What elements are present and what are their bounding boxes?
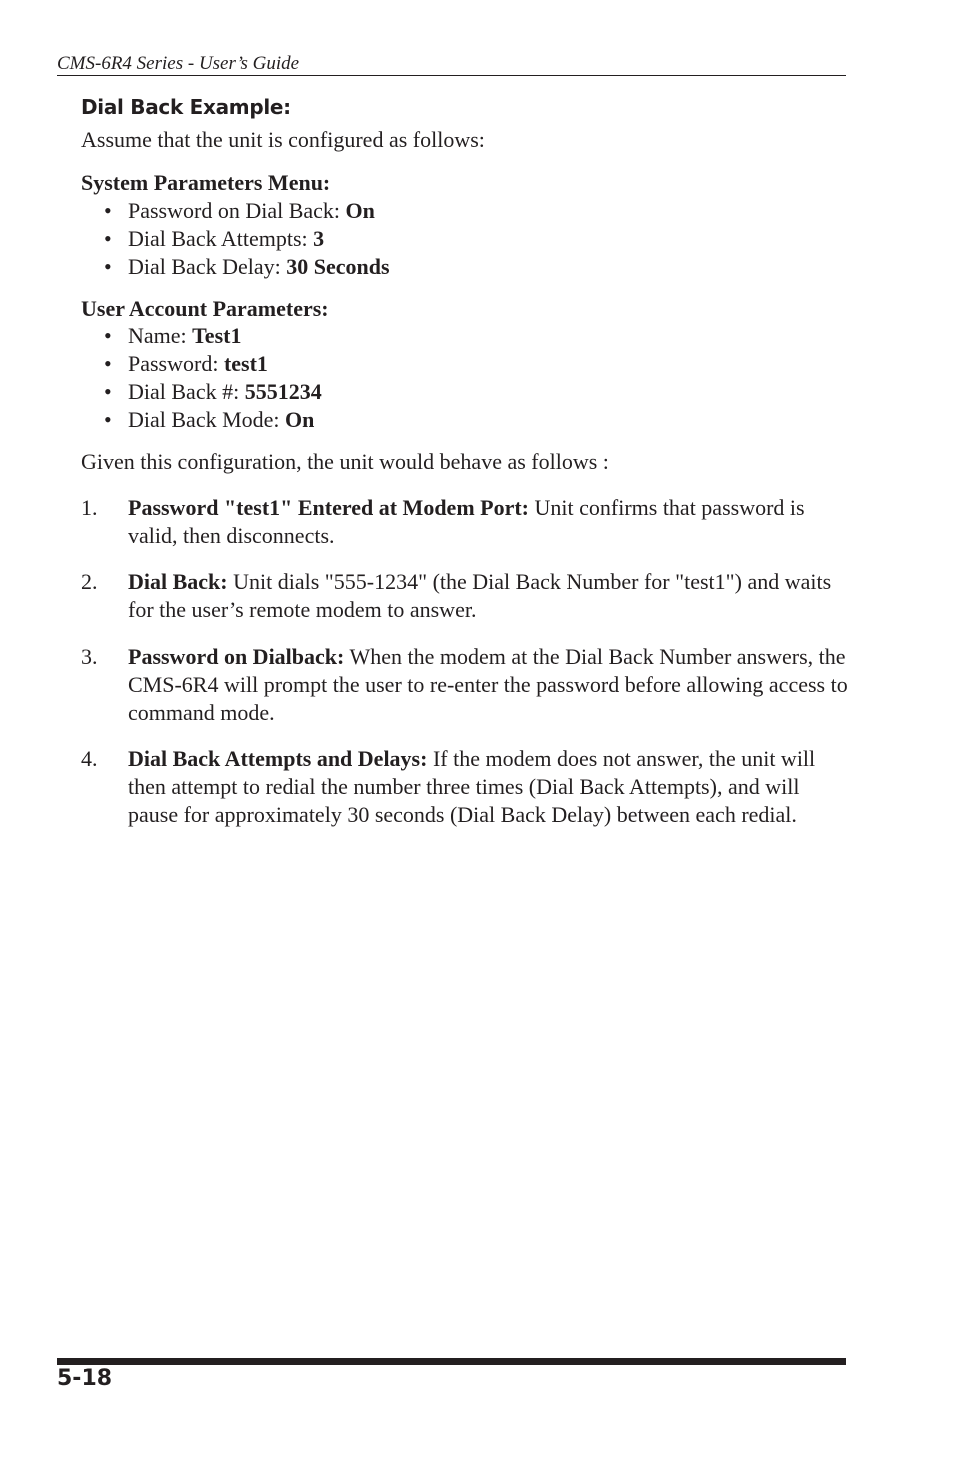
list-item (104, 378, 322, 406)
param-value: test1 (223, 351, 268, 376)
running-header: CMS-6R4 Series - User’s Guide (57, 53, 300, 74)
transition-paragraph: Given this configuration, the unit would behave as follows : (81, 449, 609, 474)
list-item (104, 197, 390, 225)
section-heading: Dial Back Example: (81, 95, 291, 119)
param-value: 30 Seconds (286, 254, 390, 279)
step-text: If the modem does not answer, the unit will then attempt to redial the number three times (Dial Back Attempts), and will pause for approximately 30 seconds (Dial Back Delay) between each redial. (128, 746, 816, 827)
bullet: • (104, 379, 112, 404)
step-content (128, 494, 850, 550)
bullet: • (104, 198, 112, 223)
step-item (81, 494, 851, 550)
step-title: Password on Dialback: (128, 644, 345, 669)
step-number: 4. (81, 746, 98, 771)
step-number: 2. (81, 569, 98, 594)
param-label: Dial Back Delay: (128, 254, 287, 279)
page-number: 5-18 (57, 1366, 113, 1391)
intro-paragraph: Assume that the unit is configured as follows: (81, 127, 485, 152)
param-label: Dial Back Mode: (128, 407, 286, 432)
param-label: Dial Back #: (128, 379, 245, 404)
step-content (128, 643, 850, 727)
param-label: Name: (128, 323, 193, 348)
step-number: 1. (81, 495, 98, 520)
step-content (128, 568, 850, 624)
param-value: 5551234 (244, 379, 322, 404)
user-params-list (104, 322, 322, 434)
step-item (81, 568, 851, 624)
step-text: When the modem at the Dial Back Number answers, the CMS-6R4 will prompt the user to re-enter the password before allowing access to command mode. (128, 644, 848, 725)
bullet: • (104, 254, 112, 279)
param-label: Password: (128, 351, 224, 376)
step-title: Dial Back Attempts and Delays: (128, 746, 428, 771)
list-item (104, 406, 322, 434)
bullet: • (104, 323, 112, 348)
step-title: Password "test1" Entered at Modem Port: (128, 495, 529, 520)
bullet: • (104, 407, 112, 432)
param-label: Password on Dial Back: (128, 198, 346, 223)
param-value: 3 (313, 226, 325, 251)
step-item (81, 643, 851, 727)
bullet: • (104, 226, 112, 251)
list-item (104, 350, 322, 378)
param-value: On (345, 198, 375, 223)
bullet: • (104, 351, 112, 376)
header-rule (57, 75, 846, 76)
step-number: 3. (81, 644, 98, 669)
step-text: Unit dials "555-1234" (the Dial Back Number for "test1") and waits for the user’s remote modem to answer. (128, 569, 832, 622)
param-value: Test1 (192, 323, 242, 348)
param-label: Dial Back Attempts: (128, 226, 314, 251)
param-value: On (285, 407, 315, 432)
system-params-title: System Parameters Menu: (81, 170, 331, 195)
list-item (104, 322, 322, 350)
step-text: Unit confirms that password is valid, then disconnects. (128, 495, 805, 548)
list-item (104, 225, 390, 253)
user-params-title: User Account Parameters: (81, 296, 329, 321)
step-title: Dial Back: (128, 569, 228, 594)
step-item (81, 745, 851, 829)
footer-rule (57, 1358, 846, 1365)
list-item (104, 253, 390, 281)
system-params-list (104, 197, 390, 281)
step-content (128, 745, 850, 829)
